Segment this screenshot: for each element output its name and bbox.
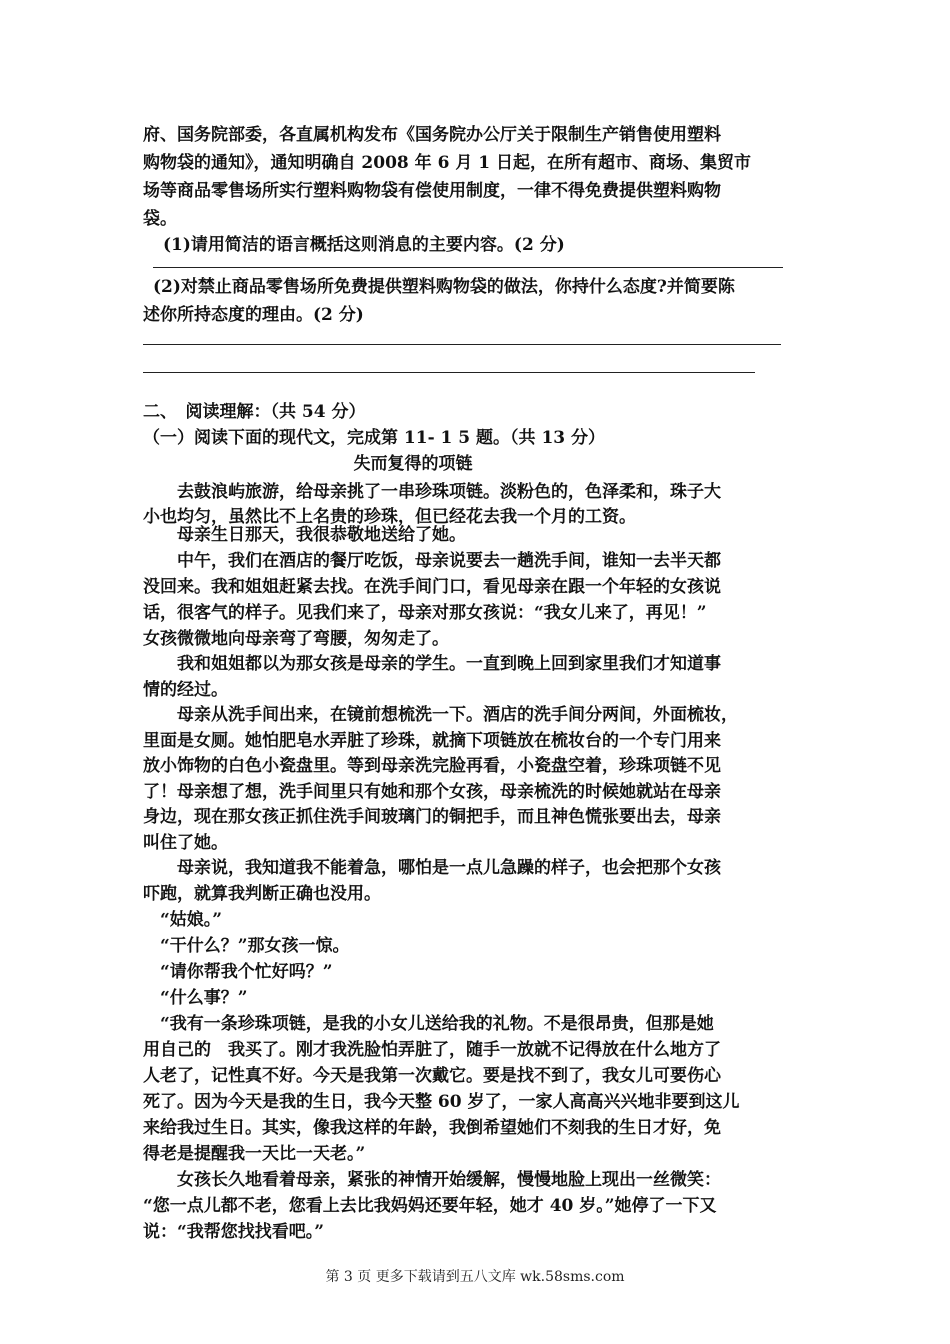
story-line: 用自己的 我买了。刚才我洗脸怕弄脏了，随手一放就不记得放在什么地方了: [143, 1040, 721, 1060]
story-line: 身边，现在那女孩正抓住洗手间玻璃门的铜把手，而且神色慌张要出去，母亲: [143, 807, 721, 827]
story-line: 小也均匀，虽然比不上名贵的珍珠，但已经花去我一个月的工资。: [143, 507, 636, 527]
story-line: 母亲生日那天，我很恭敬地送给了她。: [143, 525, 466, 545]
story-line: 我和姐姐都以为那女孩是母亲的学生。一直到晚上回到家里我们才知道事: [143, 654, 721, 674]
story-line: 来给我过生日。其实，像我这样的年龄，我倒希望她们不刻我的生日才好，免: [143, 1118, 721, 1138]
question-2-line: 述你所持态度的理由。(2 分): [143, 305, 364, 325]
story-line: “您一点儿都不老，您看上去比我妈妈还要年轻，她才 40 岁。”她停了一下又: [143, 1196, 717, 1216]
story-line: 叫住了她。: [143, 833, 228, 853]
story-line: 母亲说，我知道我不能着急，哪怕是一点儿急躁的样子，也会把那个女孩: [143, 858, 721, 878]
passage-line: 袋。: [143, 209, 177, 229]
story-line: 情的经过。: [143, 680, 228, 700]
story-line: 中午，我们在酒店的餐厅吃饭，母亲说要去一趟洗手间，谁知一去半天都: [143, 551, 721, 571]
answer-line-3: [143, 372, 755, 373]
story-line: “干什么？”那女孩一惊。: [143, 936, 350, 956]
story-line: 去鼓浪屿旅游，给母亲挑了一串珍珠项链。淡粉色的，色泽柔和，珠子大: [143, 482, 721, 502]
question-2-line: (2)对禁止商品零售场所免费提供塑料购物袋的做法，你持什么态度?并简要陈: [153, 277, 735, 297]
story-line: 得老是提醒我一天比一天老。”: [143, 1144, 366, 1164]
section-heading: 二、 阅读理解：（共 54 分）: [143, 402, 366, 422]
story-line: “我有一条珍珠项链，是我的小女儿送给我的礼物。不是很昂贵，但那是她: [143, 1014, 714, 1034]
answer-line-2: [143, 344, 781, 345]
story-line: “姑娘。”: [143, 910, 223, 930]
page-footer: 第 3 页 更多下载请到五八文库 wk.58sms.com: [325, 1269, 625, 1285]
story-line: 女孩长久地看着母亲，紧张的神情开始缓解，慢慢地脸上现出一丝微笑：: [143, 1170, 721, 1190]
story-line: 里面是女厕。她怕肥皂水弄脏了珍珠，就摘下项链放在梳妆台的一个专门用来: [143, 731, 721, 751]
story-line: 放小饰物的白色小瓷盘里。等到母亲洗完脸再看，小瓷盘空着，珍珠项链不见: [143, 756, 721, 776]
question-1: (1)请用简洁的语言概括这则消息的主要内容。(2 分): [163, 235, 565, 255]
story-line: 人老了，记性真不好。今天是我第一次戴它。要是找不到了，我女儿可要伤心: [143, 1066, 721, 1086]
subsection-heading: （一）阅读下面的现代文，完成第 11- 1 5 题。（共 13 分）: [143, 428, 606, 448]
passage-line: 府、国务院部委，各直属机构发布《国务院办公厅关于限制生产销售使用塑料: [143, 125, 721, 145]
passage-line: 场等商品零售场所实行塑料购物袋有偿使用制度，一律不得免费提供塑料购物: [143, 181, 721, 201]
story-line: 吓跑，就算我判断正确也没用。: [143, 884, 381, 904]
story-line: “什么事？”: [143, 988, 248, 1008]
passage-line: 购物袋的通知》，通知明确自 2008 年 6 月 1 日起，在所有超市、商场、集贸市: [143, 153, 751, 173]
story-line: 了！母亲想了想，洗手间里只有她和那个女孩，母亲梳洗的时候她就站在母亲: [143, 782, 721, 802]
story-title: 失而复得的项链: [353, 454, 473, 474]
story-line: 死了。因为今天是我的生日，我今天整 60 岁了，一家人高高兴兴地非要到这儿: [143, 1092, 740, 1112]
story-line: “请你帮我个忙好吗？”: [143, 962, 333, 982]
answer-line-1: [153, 267, 783, 268]
story-line: 没回来。我和姐姐赶紧去找。在洗手间门口，看见母亲在跟一个年轻的女孩说: [143, 577, 721, 597]
story-line: 说：“我帮您找找看吧。”: [143, 1222, 325, 1242]
story-line: 母亲从洗手间出来，在镜前想梳洗一下。酒店的洗手间分两间，外面梳妆，: [143, 705, 738, 725]
story-line: 女孩微微地向母亲弯了弯腰，匆匆走了。: [143, 629, 449, 649]
story-line: 话，很客气的样子。见我们来了，母亲对那女孩说：“我女儿来了，再见！”: [143, 603, 707, 623]
